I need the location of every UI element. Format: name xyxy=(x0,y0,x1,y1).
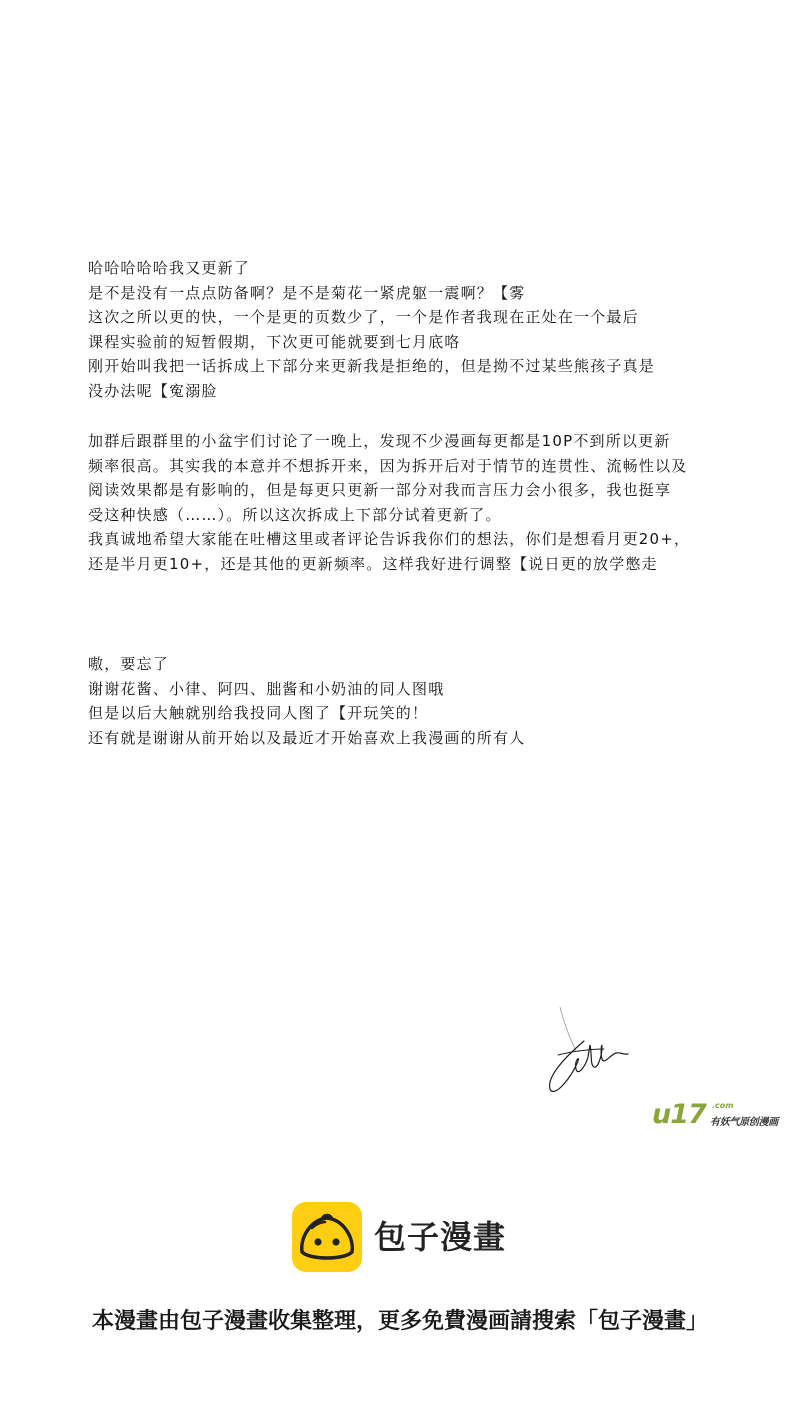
note-line: 哈哈哈哈哈我又更新了 xyxy=(88,259,251,277)
bun-face-icon xyxy=(292,1202,362,1272)
note-line: 课程实验前的短暂假期，下次更可能就要到七月底咯 xyxy=(88,332,461,351)
author-signature xyxy=(540,1005,640,1100)
author-note xyxy=(88,256,728,776)
note-paragraph-3 xyxy=(88,652,728,750)
note-paragraph-1 xyxy=(88,256,728,403)
note-line: 但是以后大触就别给我投同人图了【开玩笑的！ xyxy=(88,704,429,722)
note-line: 还是半月更10+，还是其他的更新频率。这样我好进行调整【说日更的放学憋走 xyxy=(88,554,658,573)
u17-domain: .com xyxy=(712,1101,734,1110)
u17-tagline: 有妖气原创漫画 xyxy=(710,1117,778,1128)
note-line: 受这种快感（……）。所以这次拆成上下部分试着更新了。 xyxy=(88,505,502,524)
baozi-brand xyxy=(292,1202,532,1274)
note-paragraph-2 xyxy=(88,429,728,576)
brand-name: 包子漫畫 xyxy=(374,1218,507,1256)
note-line: 加群后跟群里的小盆宇们讨论了一晚上，发现不少漫画每更都是10P不到所以更新 xyxy=(88,432,671,450)
footer-notice: 本漫畫由包子漫畫收集整理，更多免費漫画請搜索「包子漫畫」 xyxy=(91,1309,708,1334)
note-line: 阅读效果都是有影响的，但是每更只更新一部分对我而言压力会小很多，我也挺享 xyxy=(88,481,672,499)
u17-watermark-logo xyxy=(652,1100,797,1132)
note-line: 这次之所以更的快，一个是更的页数少了，一个是作者我现在正处在一个最后 xyxy=(88,308,639,326)
note-line: 谢谢花酱、小律、阿四、朏酱和小奶油的同人图哦 xyxy=(88,679,445,698)
note-line: 刚开始叫我把一话拆成上下部分来更新我是拒绝的，但是拗不过某些熊孩子真是 xyxy=(88,357,656,375)
note-line: 我真诚地希望大家能在吐槽这里或者评论告诉我你们的想法，你们是想看月更20+， xyxy=(88,530,691,548)
note-line: 嗷，要忘了 xyxy=(88,655,170,673)
note-line: 频率很高。其实我的本意并不想拆开来，因为拆开后对于情节的连贯性、流畅性以及 xyxy=(88,456,688,475)
note-line: 还有就是谢谢从前开始以及最近才开始喜欢上我漫画的所有人 xyxy=(88,728,526,747)
note-line: 没办法呢【寃溺脸 xyxy=(88,381,218,400)
u17-mark: u17 xyxy=(652,1099,706,1130)
note-line: 是不是没有一点点防备啊？是不是菊花一紧虎躯一震啊？【雾 xyxy=(88,283,526,302)
